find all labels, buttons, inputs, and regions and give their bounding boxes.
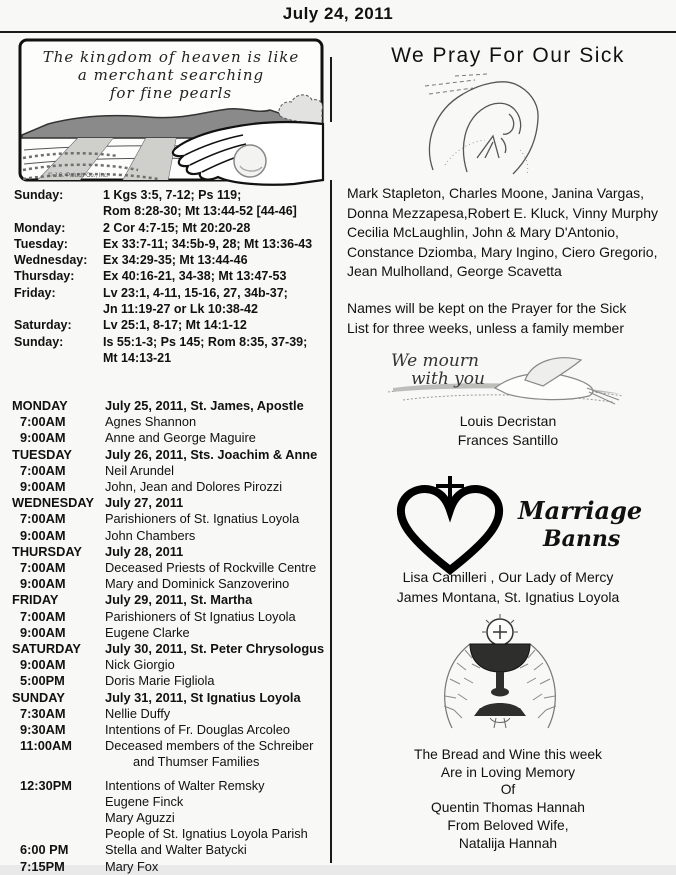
weekly-readings-list <box>14 187 330 366</box>
deceased-name: Louis Decristan <box>459 413 557 429</box>
reading-row <box>14 285 330 301</box>
schedule-intention: Intentions of Walter Remsky <box>105 777 265 793</box>
svg-text:The kingdom of heaven is like: The kingdom of heaven is like <box>42 48 300 66</box>
schedule-intention: July 28, 2011 <box>105 543 184 559</box>
schedule-time-label: 6:00 PM <box>20 842 69 858</box>
schedule-row <box>10 544 340 560</box>
banns-couple: Lisa Camilleri , Our Lady of Mercy <box>402 569 614 585</box>
schedule-time-label: 9:00AM <box>20 479 66 495</box>
schedule-row <box>10 576 340 592</box>
sick-name-line: Jean Mulholland, George Scavetta <box>347 263 562 280</box>
reading-day-label: Sunday: <box>14 188 64 202</box>
pearl-merchant-illustration <box>18 38 326 188</box>
reading-day-label: Saturday: <box>14 318 72 333</box>
schedule-intention: Doris Marie Figliola <box>105 673 215 689</box>
sick-names-list <box>347 184 673 282</box>
schedule-intention: July 31, 2011, St Ignatius Loyola <box>105 689 301 705</box>
column-divider <box>330 57 332 122</box>
svg-text:for fine pearls: for fine pearls <box>109 84 233 102</box>
sick-name-line: Mark Stapleton, Charles Moone, Janina Vargas, <box>347 185 645 201</box>
reading-row <box>14 220 330 236</box>
schedule-time-label: 12:30PM <box>20 777 72 793</box>
schedule-intention <box>105 771 340 778</box>
schedule-intention: July 25, 2011, St. James, Apostle <box>105 398 304 413</box>
memorial-line: Are in Loving Memory <box>440 764 576 780</box>
bread-wine-illustration <box>420 610 580 732</box>
schedule-intention: and Thumser Families <box>133 754 260 770</box>
praying-madonna-icon <box>415 70 580 180</box>
reading-row <box>14 301 330 317</box>
reading-citation: Ex 34:29-35; Mt 13:44-46 <box>103 253 248 268</box>
schedule-intention: July 29, 2011, St. Martha <box>105 592 253 608</box>
schedule-row <box>10 810 340 826</box>
schedule-intention: Mary and Dominick Sanzoverino <box>105 576 290 592</box>
schedule-intention: Nellie Duffy <box>105 705 171 721</box>
schedule-intention: John, Jean and Dolores Pirozzi <box>105 479 283 495</box>
reading-day-label: Monday: <box>14 220 66 235</box>
we-mourn-illustration <box>383 344 628 408</box>
reading-day-label: Tuesday: <box>14 236 68 251</box>
schedule-intention: July 30, 2011, St. Peter Chrysologus <box>105 641 325 657</box>
schedule-row <box>10 722 340 738</box>
memorial-line: From Beloved Wife, <box>447 817 569 833</box>
schedule-time-label: TUESDAY <box>12 446 72 462</box>
schedule-row <box>10 778 340 794</box>
schedule-intention: Parishioners of St. Ignatius Loyola <box>105 511 300 527</box>
reading-row <box>14 203 330 219</box>
svg-text:Marriage: Marriage <box>518 496 643 525</box>
schedule-row <box>10 826 340 842</box>
schedule-row <box>10 754 340 770</box>
reading-citation: Lv 25:1, 8-17; Mt 14:1-12 <box>103 318 247 333</box>
schedule-row <box>10 398 340 414</box>
schedule-intention: July 26, 2011, Sts. Joachim & Anne <box>105 446 318 462</box>
schedule-time-label: 7:30AM <box>20 705 66 721</box>
schedule-time-label <box>10 810 105 826</box>
memorial-line: Of <box>500 782 516 798</box>
schedule-time-label <box>10 771 105 778</box>
schedule-time-label: 7:00AM <box>20 511 66 527</box>
schedule-time-label: SUNDAY <box>12 689 65 705</box>
reading-day-label <box>14 301 103 317</box>
reading-citation: Mt 14:13-21 <box>103 350 172 365</box>
schedule-row <box>10 771 340 778</box>
reading-row <box>14 187 330 203</box>
schedule-intention: Deceased members of the Schreiber <box>105 738 314 754</box>
schedule-time-label: 9:00AM <box>20 527 66 543</box>
schedule-row <box>10 528 340 544</box>
title-divider <box>0 31 676 33</box>
sick-name-line: Constance Dziomba, Mary Ingino, Ciero Gregorio, <box>347 243 658 260</box>
reading-row <box>14 236 330 252</box>
reading-citation: 1 Kgs 3:5, 7-12; Ps 119; <box>103 188 242 202</box>
deceased-names-list <box>340 412 676 450</box>
schedule-row <box>10 463 340 479</box>
schedule-intention: Agnes Shannon <box>105 414 197 430</box>
banns-couple: James Montana, St. Ignatius Loyola <box>396 588 620 605</box>
schedule-intention: Mary Aguzzi <box>105 810 175 826</box>
svg-text:a merchant searching: a merchant searching <box>77 66 265 84</box>
banns-couples-list <box>340 568 676 607</box>
praying-madonna-illustration <box>415 70 580 180</box>
schedule-intention: Deceased Priests of Rockville Centre <box>105 560 317 576</box>
schedule-row <box>10 641 340 657</box>
memorial-line: The Bread and Wine this week <box>414 747 602 762</box>
reading-row <box>14 317 330 333</box>
schedule-time-label: 11:00AM <box>20 738 72 754</box>
schedule-time-label: 7:00AM <box>20 414 66 430</box>
schedule-row <box>10 592 340 608</box>
schedule-intention: Neil Arundel <box>105 462 175 478</box>
schedule-time-label: 7:00AM <box>20 608 66 624</box>
sick-name-line: Donna Mezzapesa,Robert E. Kluck, Vinny Murphy <box>347 204 659 221</box>
reading-citation: Ex 40:16-21, 34-38; Mt 13:47-53 <box>103 269 287 284</box>
schedule-time-label: 7:00AM <box>20 462 66 478</box>
schedule-time-label: 9:30AM <box>20 722 66 738</box>
schedule-intention: Anne and George Maguire <box>105 430 256 446</box>
page-title: July 24, 2011 <box>282 4 394 23</box>
schedule-row <box>10 495 340 511</box>
schedule-row <box>10 447 340 463</box>
schedule-intention: Eugene Clarke <box>105 624 190 640</box>
schedule-row <box>10 706 340 722</box>
schedule-time-label: SATURDAY <box>12 641 81 657</box>
schedule-time-label <box>10 826 105 842</box>
memorial-line: Quentin Thomas Hannah <box>431 800 585 816</box>
schedule-row <box>10 414 340 430</box>
reading-citation: Jn 11:19-27 or Lk 10:38-42 <box>103 302 258 317</box>
mourning-dove-icon <box>383 344 628 408</box>
pearl-merchant-icon <box>18 38 326 188</box>
reading-row <box>14 334 330 350</box>
schedule-time-label: 9:00AM <box>20 430 66 446</box>
sick-note-line: List for three weeks, unless a family member <box>347 319 624 336</box>
memorial-line: Natalija Hannah <box>458 835 558 851</box>
reading-day-label: Wednesday: <box>14 253 88 268</box>
schedule-intention: People of St. Ignatius Loyola Parish <box>105 826 308 842</box>
chalice-icon <box>420 610 580 732</box>
schedule-time-label: 9:00AM <box>20 657 66 673</box>
schedule-row <box>10 673 340 689</box>
reading-day-label <box>14 203 103 219</box>
schedule-time-label: WEDNESDAY <box>12 495 95 511</box>
sick-name-line: Cecilia McLaughlin, John & Mary D'Antonio, <box>347 224 619 241</box>
schedule-time-label: 9:00AM <box>20 624 66 640</box>
svg-text:We mourn: We mourn <box>391 351 479 371</box>
schedule-intention: Eugene Finck <box>105 793 184 809</box>
schedule-row <box>10 859 340 875</box>
schedule-intention: John Chambers <box>105 527 196 543</box>
schedule-row <box>10 690 340 706</box>
schedule-time-label: FRIDAY <box>12 592 59 608</box>
reading-citation: Lv 23:1, 4-11, 15-16, 27, 34b-37; <box>103 285 288 300</box>
reading-row <box>14 268 330 284</box>
schedule-row <box>10 657 340 673</box>
schedule-intention: Nick Giorgio <box>105 657 175 673</box>
schedule-time-label <box>10 754 105 770</box>
svg-text:with you: with you <box>411 369 485 389</box>
sick-list-note <box>347 299 673 338</box>
reading-citation: Rom 8:28-30; Mt 13:44-52 [44-46] <box>103 204 297 219</box>
marriage-banns-illustration <box>388 474 643 574</box>
deceased-name: Frances Santillo <box>457 432 559 448</box>
schedule-intention: Parishioners of St Ignatius Loyola <box>105 608 296 624</box>
schedule-time-label: MONDAY <box>12 398 68 413</box>
svg-text:© J.S. Paluch Co., Inc.: © J.S. Paluch Co., Inc. <box>48 173 109 179</box>
reading-citation: Ex 33:7-11; 34:5b-9, 28; Mt 13:36-43 <box>103 236 313 251</box>
schedule-row <box>10 794 340 810</box>
schedule-intention: Intentions of Fr. Douglas Arcoleo <box>105 722 290 738</box>
reading-day-label: Thursday: <box>14 269 75 284</box>
schedule-intention: Stella and Walter Batycki <box>105 842 247 858</box>
schedule-time-label: 5:00PM <box>20 673 65 689</box>
reading-row <box>14 252 330 268</box>
reading-citation: 2 Cor 4:7-15; Mt 20:20-28 <box>103 220 251 235</box>
mass-schedule-list <box>10 398 340 875</box>
schedule-time-label: 7:00AM <box>20 560 66 576</box>
reading-row <box>14 350 330 366</box>
reading-day-label <box>14 350 103 366</box>
sick-note-line: Names will be kept on the Prayer for the Sick <box>347 300 627 316</box>
reading-day-label: Sunday: <box>14 334 64 349</box>
pray-for-sick-heading: We Pray For Our Sick <box>391 44 625 67</box>
reading-citation: Is 55:1-3; Ps 145; Rom 8:35, 37-39; <box>103 334 308 349</box>
schedule-row <box>10 560 340 576</box>
schedule-time-label <box>10 794 105 810</box>
schedule-intention: July 27, 2011 <box>105 495 184 511</box>
schedule-row <box>10 430 340 446</box>
bread-wine-memorial-text <box>340 746 676 852</box>
schedule-time-label: THURSDAY <box>12 543 82 559</box>
schedule-row <box>10 511 340 527</box>
heart-cross-icon <box>388 474 643 574</box>
schedule-row <box>10 609 340 625</box>
schedule-row <box>10 625 340 641</box>
reading-day-label: Friday: <box>14 285 56 300</box>
schedule-time-label: 7:15PM <box>20 858 65 874</box>
svg-text:Banns: Banns <box>543 526 621 552</box>
schedule-row <box>10 842 340 858</box>
schedule-row <box>10 738 340 754</box>
schedule-time-label: 9:00AM <box>20 576 66 592</box>
schedule-row <box>10 479 340 495</box>
schedule-intention: Mary Fox <box>105 858 159 874</box>
